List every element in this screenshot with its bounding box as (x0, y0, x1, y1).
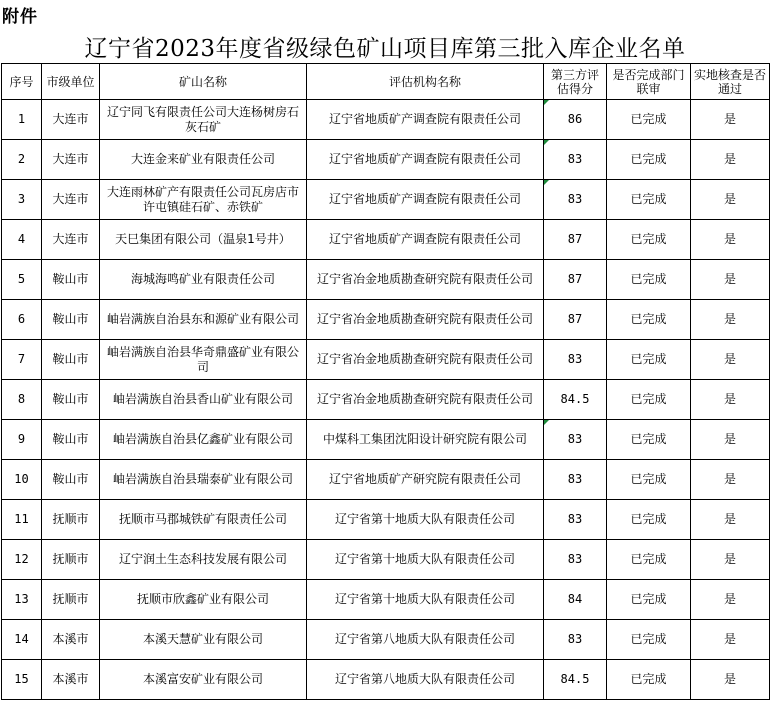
enterprise-table (1, 63, 770, 700)
cell-seq (2, 300, 42, 340)
cell-score-text: 83 (567, 632, 583, 646)
cell-score-text: 83 (567, 472, 583, 486)
cell-mine-name (100, 100, 307, 140)
cell-city-text: 大连市 (52, 192, 89, 206)
cell-dept-review (607, 620, 691, 660)
cell-city (42, 180, 100, 220)
cell-dept-review (607, 260, 691, 300)
cell-site-check (691, 460, 770, 500)
cell-agency-name-text: 辽宁省冶金地质勘查研究院有限责任公司 (316, 312, 533, 326)
cell-site-check (691, 380, 770, 420)
cell-seq-text: 8 (17, 392, 26, 406)
cell-note-marker (544, 420, 549, 425)
table-row (2, 140, 770, 180)
cell-mine-name-text: 海城海鸣矿业有限责任公司 (130, 272, 275, 286)
cell-score (544, 420, 607, 460)
table-row (2, 620, 770, 660)
cell-agency-name (307, 380, 544, 420)
cell-seq (2, 100, 42, 140)
cell-city-text: 鞍山市 (52, 472, 89, 486)
cell-city (42, 340, 100, 380)
cell-site-check (691, 340, 770, 380)
cell-mine-name (100, 140, 307, 180)
cell-dept-review-text: 已完成 (630, 232, 667, 246)
cell-site-check (691, 260, 770, 300)
cell-agency-name-text: 辽宁省第八地质大队有限责任公司 (334, 672, 515, 686)
cell-site-check-text: 是 (723, 512, 736, 526)
cell-agency-name (307, 620, 544, 660)
cell-seq-text: 11 (14, 512, 29, 526)
cell-city (42, 580, 100, 620)
cell-note-marker (544, 100, 549, 105)
cell-city (42, 140, 100, 180)
cell-site-check-text: 是 (723, 592, 736, 606)
cell-agency-name-text: 辽宁省地质矿产调查院有限责任公司 (328, 152, 521, 166)
cell-note-marker (544, 140, 549, 145)
table-row (2, 420, 770, 460)
cell-mine-name (100, 180, 307, 220)
cell-mine-name (100, 620, 307, 660)
cell-dept-review (607, 540, 691, 580)
cell-agency-name-text: 辽宁省冶金地质勘查研究院有限责任公司 (316, 272, 533, 286)
cell-agency-name-text: 辽宁省第十地质大队有限责任公司 (334, 552, 515, 566)
cell-dept-review-text: 已完成 (630, 592, 667, 606)
cell-city-text: 鞍山市 (52, 312, 89, 326)
cell-dept-review (607, 340, 691, 380)
cell-site-check-text: 是 (723, 672, 736, 686)
cell-city (42, 380, 100, 420)
cell-mine-name-text: 抚顺市马郡城铁矿有限责任公司 (118, 512, 287, 526)
cell-mine-name (100, 500, 307, 540)
cell-dept-review-text: 已完成 (630, 672, 667, 686)
cell-site-check (691, 420, 770, 460)
table-row (2, 220, 770, 260)
col-header-seq: 序号 (2, 64, 42, 100)
cell-mine-name (100, 220, 307, 260)
cell-agency-name-text: 辽宁省第十地质大队有限责任公司 (334, 592, 515, 606)
cell-mine-name (100, 380, 307, 420)
cell-city (42, 660, 100, 700)
cell-site-check-text: 是 (723, 632, 736, 646)
cell-seq-text: 3 (17, 192, 26, 206)
cell-seq (2, 620, 42, 660)
cell-city-text: 抚顺市 (52, 512, 89, 526)
cell-agency-name (307, 420, 544, 460)
cell-city-text: 鞍山市 (52, 272, 89, 286)
cell-city (42, 300, 100, 340)
col-header-agency: 评估机构名称 (307, 64, 544, 100)
header-row (2, 64, 770, 100)
col-header-site-check: 实地核查是否通过 (691, 64, 770, 100)
cell-score-text: 83 (567, 352, 583, 366)
table-body (2, 100, 770, 700)
cell-mine-name-text: 大连雨林矿产有限责任公司瓦房店市许屯镇硅石矿、赤铁矿 (106, 184, 299, 214)
cell-seq (2, 540, 42, 580)
cell-dept-review (607, 660, 691, 700)
cell-city (42, 620, 100, 660)
cell-seq (2, 140, 42, 180)
cell-dept-review (607, 100, 691, 140)
cell-dept-review-text: 已完成 (630, 152, 667, 166)
cell-city-text: 抚顺市 (52, 552, 89, 566)
cell-agency-name (307, 340, 544, 380)
cell-seq (2, 380, 42, 420)
col-header-city: 市级单位 (42, 64, 100, 100)
cell-seq-text: 9 (17, 432, 26, 446)
cell-agency-name (307, 300, 544, 340)
col-header-mine: 矿山名称 (100, 64, 307, 100)
cell-agency-name (307, 660, 544, 700)
cell-score (544, 140, 607, 180)
cell-seq (2, 220, 42, 260)
cell-score (544, 580, 607, 620)
cell-agency-name (307, 540, 544, 580)
cell-city-text: 抚顺市 (52, 592, 89, 606)
cell-mine-name-text: 岫岩满族自治县亿鑫矿业有限公司 (112, 432, 293, 446)
cell-dept-review-text: 已完成 (630, 312, 667, 326)
cell-city (42, 500, 100, 540)
cell-seq (2, 660, 42, 700)
cell-site-check-text: 是 (723, 432, 736, 446)
cell-mine-name-text: 抚顺市欣鑫矿业有限公司 (136, 592, 269, 606)
cell-mine-name (100, 340, 307, 380)
cell-seq (2, 580, 42, 620)
cell-city (42, 460, 100, 500)
cell-city-text: 鞍山市 (52, 352, 89, 366)
cell-dept-review-text: 已完成 (630, 392, 667, 406)
cell-dept-review-text: 已完成 (630, 192, 667, 206)
cell-mine-name (100, 420, 307, 460)
table-row (2, 180, 770, 220)
cell-dept-review-text: 已完成 (630, 352, 667, 366)
table-row (2, 100, 770, 140)
cell-site-check-text: 是 (723, 352, 736, 366)
cell-dept-review (607, 300, 691, 340)
cell-site-check-text: 是 (723, 112, 736, 126)
table-row (2, 500, 770, 540)
cell-score (544, 540, 607, 580)
cell-site-check-text: 是 (723, 232, 736, 246)
cell-mine-name-text: 辽宁同飞有限责任公司大连杨树房石灰石矿 (106, 104, 299, 134)
cell-seq (2, 460, 42, 500)
document-title: 辽宁省2023年度省级绿色矿山项目库第三批入库企业名单 (84, 36, 686, 62)
col-header-dept-review: 是否完成部门联审 (607, 64, 691, 100)
cell-city-text: 鞍山市 (52, 432, 89, 446)
cell-site-check (691, 180, 770, 220)
cell-score-text: 87 (567, 232, 583, 246)
table-row (2, 660, 770, 700)
cell-seq (2, 260, 42, 300)
cell-dept-review-text: 已完成 (630, 272, 667, 286)
table-row (2, 540, 770, 580)
cell-site-check-text: 是 (723, 152, 736, 166)
cell-dept-review-text: 已完成 (630, 432, 667, 446)
cell-seq-text: 10 (14, 472, 29, 486)
cell-score (544, 340, 607, 380)
cell-city-text: 大连市 (52, 112, 89, 126)
cell-mine-name-text: 岫岩满族自治县华奇鼎盛矿业有限公司 (106, 344, 299, 374)
cell-site-check (691, 300, 770, 340)
cell-score (544, 260, 607, 300)
cell-score-text: 83 (567, 432, 583, 446)
cell-site-check (691, 580, 770, 620)
cell-agency-name-text: 辽宁省第八地质大队有限责任公司 (334, 632, 515, 646)
cell-seq (2, 340, 42, 380)
cell-site-check (691, 220, 770, 260)
cell-city-text: 大连市 (52, 232, 89, 246)
cell-agency-name (307, 180, 544, 220)
cell-score (544, 620, 607, 660)
cell-city (42, 100, 100, 140)
cell-score (544, 180, 607, 220)
cell-agency-name-text: 辽宁省第十地质大队有限责任公司 (334, 512, 515, 526)
cell-score-text: 84.5 (560, 672, 590, 686)
cell-score-text: 83 (567, 152, 583, 166)
cell-agency-name (307, 220, 544, 260)
cell-agency-name (307, 580, 544, 620)
cell-score-text: 83 (567, 192, 583, 206)
cell-city (42, 220, 100, 260)
cell-agency-name (307, 260, 544, 300)
cell-mine-name-text: 岫岩满族自治县香山矿业有限公司 (112, 392, 293, 406)
cell-score-text: 84.5 (560, 392, 590, 406)
cell-seq (2, 420, 42, 460)
cell-agency-name (307, 500, 544, 540)
cell-score (544, 300, 607, 340)
cell-agency-name-text: 辽宁省地质矿产调查院有限责任公司 (328, 232, 521, 246)
cell-score (544, 220, 607, 260)
cell-score-text: 83 (567, 552, 583, 566)
cell-agency-name-text: 辽宁省冶金地质勘查研究院有限责任公司 (316, 392, 533, 406)
cell-dept-review (607, 460, 691, 500)
cell-city-text: 鞍山市 (52, 392, 89, 406)
cell-agency-name (307, 460, 544, 500)
cell-score-text: 87 (567, 272, 583, 286)
col-header-score: 第三方评估得分 (544, 64, 607, 100)
table-row (2, 580, 770, 620)
cell-city (42, 420, 100, 460)
cell-mine-name (100, 580, 307, 620)
cell-mine-name-text: 大连金来矿业有限责任公司 (130, 152, 275, 166)
cell-score-text: 83 (567, 512, 583, 526)
cell-mine-name (100, 660, 307, 700)
table-row (2, 300, 770, 340)
cell-dept-review-text: 已完成 (630, 512, 667, 526)
cell-score-text: 86 (567, 112, 583, 126)
cell-site-check-text: 是 (723, 192, 736, 206)
cell-agency-name-text: 中煤科工集团沈阳设计研究院有限公司 (322, 432, 527, 446)
cell-site-check-text: 是 (723, 552, 736, 566)
cell-mine-name-text: 本溪天慧矿业有限公司 (142, 632, 263, 646)
cell-mine-name-text: 岫岩满族自治县瑞泰矿业有限公司 (112, 472, 293, 486)
cell-agency-name-text: 辽宁省地质矿产调查院有限责任公司 (328, 112, 521, 126)
cell-seq (2, 500, 42, 540)
cell-score-text: 84 (567, 592, 583, 606)
cell-site-check (691, 100, 770, 140)
cell-site-check (691, 140, 770, 180)
cell-score (544, 380, 607, 420)
cell-city-text: 本溪市 (52, 632, 89, 646)
cell-score (544, 100, 607, 140)
cell-seq-text: 13 (14, 592, 29, 606)
cell-score (544, 460, 607, 500)
cell-dept-review (607, 420, 691, 460)
cell-dept-review-text: 已完成 (630, 552, 667, 566)
cell-seq-text: 12 (14, 552, 29, 566)
cell-mine-name-text: 天巳集团有限公司（温泉1号井） (115, 232, 291, 246)
cell-mine-name-text: 本溪富安矿业有限公司 (142, 672, 263, 686)
cell-mine-name (100, 540, 307, 580)
table-row (2, 340, 770, 380)
cell-dept-review (607, 500, 691, 540)
cell-dept-review-text: 已完成 (630, 112, 667, 126)
cell-agency-name-text: 辽宁省地质矿产研究院有限责任公司 (328, 472, 521, 486)
table-row (2, 260, 770, 300)
cell-agency-name-text: 辽宁省地质矿产调查院有限责任公司 (328, 192, 521, 206)
cell-seq-text: 2 (17, 152, 26, 166)
table-row (2, 380, 770, 420)
cell-city (42, 540, 100, 580)
cell-dept-review (607, 140, 691, 180)
cell-mine-name (100, 260, 307, 300)
cell-seq-text: 14 (14, 632, 29, 646)
cell-score (544, 500, 607, 540)
cell-site-check-text: 是 (723, 472, 736, 486)
table-row (2, 460, 770, 500)
cell-site-check (691, 620, 770, 660)
cell-site-check-text: 是 (723, 392, 736, 406)
cell-city (42, 260, 100, 300)
cell-site-check-text: 是 (723, 272, 736, 286)
cell-agency-name (307, 140, 544, 180)
cell-site-check (691, 660, 770, 700)
cell-dept-review (607, 180, 691, 220)
cell-dept-review (607, 380, 691, 420)
cell-dept-review (607, 580, 691, 620)
cell-seq-text: 1 (17, 112, 26, 126)
cell-seq-text: 6 (17, 312, 26, 326)
cell-city-text: 本溪市 (52, 672, 89, 686)
cell-mine-name (100, 460, 307, 500)
cell-site-check-text: 是 (723, 312, 736, 326)
cell-mine-name-text: 辽宁润土生态科技发展有限公司 (118, 552, 287, 566)
cell-seq-text: 4 (17, 232, 26, 246)
cell-mine-name-text: 岫岩满族自治县东和源矿业有限公司 (106, 312, 299, 326)
cell-note-marker (544, 180, 549, 185)
cell-seq-text: 15 (14, 672, 29, 686)
cell-site-check (691, 500, 770, 540)
attachment-label: 附件 (2, 7, 38, 27)
cell-score (544, 660, 607, 700)
cell-seq-text: 7 (17, 352, 26, 366)
cell-agency-name (307, 100, 544, 140)
cell-score-text: 87 (567, 312, 583, 326)
cell-city-text: 大连市 (52, 152, 89, 166)
cell-mine-name (100, 300, 307, 340)
cell-dept-review-text: 已完成 (630, 472, 667, 486)
cell-seq (2, 180, 42, 220)
cell-dept-review-text: 已完成 (630, 632, 667, 646)
cell-site-check (691, 540, 770, 580)
cell-seq-text: 5 (17, 272, 26, 286)
cell-agency-name-text: 辽宁省冶金地质勘查研究院有限责任公司 (316, 352, 533, 366)
cell-dept-review (607, 220, 691, 260)
